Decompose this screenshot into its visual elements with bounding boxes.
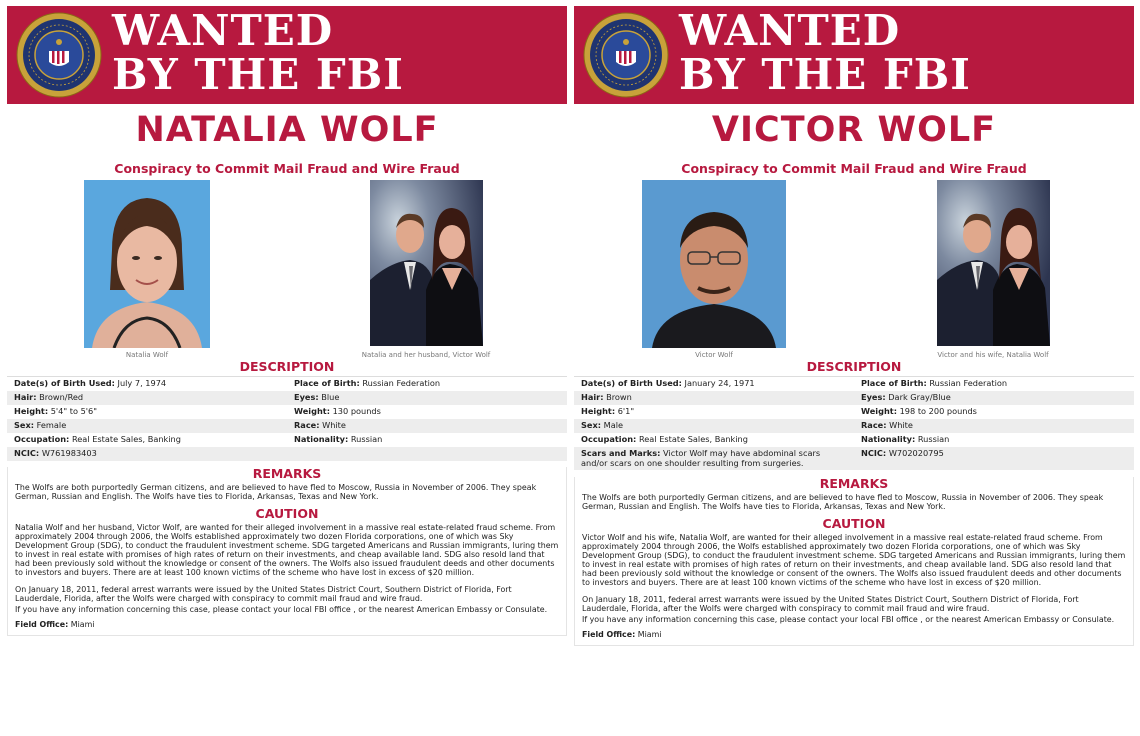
field-value: Victor Wolf may have abdominal scars and/or scars on one shoulder resulting from surgeries. bbox=[581, 448, 821, 468]
field-value: Russian bbox=[917, 434, 950, 444]
field-value: White bbox=[889, 420, 913, 430]
field-label: Weight: bbox=[294, 406, 330, 416]
field-label: Nationality: bbox=[861, 434, 916, 444]
case-details bbox=[574, 477, 1134, 646]
field-value: Female bbox=[36, 420, 67, 430]
field-value: Brown/Red bbox=[39, 392, 84, 402]
portrait-photo[interactable] bbox=[642, 180, 786, 348]
field-value: January 24, 1971 bbox=[684, 378, 755, 388]
table-row bbox=[7, 433, 567, 447]
field-label: Sex: bbox=[581, 420, 602, 430]
field-label: Height: bbox=[14, 406, 49, 416]
photo-row bbox=[7, 180, 567, 360]
field-label: Eyes: bbox=[294, 392, 319, 402]
wanted-heading bbox=[112, 6, 404, 99]
photo-caption: Natalia Wolf bbox=[125, 351, 169, 359]
fugitive-name: VICTOR WOLF bbox=[711, 110, 997, 150]
wanted-banner bbox=[574, 6, 1134, 104]
field-value: Russian Federation bbox=[362, 378, 441, 388]
field-label: Height: bbox=[581, 406, 616, 416]
field-label: Date(s) of Birth Used: bbox=[14, 378, 115, 388]
field-label: Weight: bbox=[861, 406, 897, 416]
description-title: DESCRIPTION bbox=[806, 359, 902, 374]
field-value: Miami bbox=[70, 620, 95, 629]
description-title: DESCRIPTION bbox=[239, 359, 335, 374]
field-value: W761983403 bbox=[41, 448, 97, 458]
field-label: Race: bbox=[861, 420, 887, 430]
remarks-title: REMARKS bbox=[252, 466, 322, 481]
field-label: Hair: bbox=[581, 392, 604, 402]
portrait-photo[interactable] bbox=[84, 180, 210, 348]
charge-title: Conspiracy to Commit Mail Fraud and Wire Fraud bbox=[681, 161, 1027, 176]
field-value: Blue bbox=[321, 392, 340, 402]
field-label: Nationality: bbox=[294, 434, 349, 444]
caution-text: Natalia Wolf and her husband, Victor Wolf, are wanted for their alleged involvement in a massive real estate-related fraud scheme. From approximately 2004 through 2006, the Wolfs established approximately two dozen Florida corporations, one of which was Sky Development Group (SDG), to conduct the fraudulent investment scheme. SDG targeted Americans and Russian immigrants, luring them to invest in real estate with promises of high rates of return on their investments, and cheap available land. SDG also resold land that had been previously sold without the knowledge or consent of the owners. The Wolfs also issued fraudulent deeds and other documents to investors and buyers. There are at least 100 known victims of the scheme who have lost in excess of $20 million. bbox=[15, 523, 559, 577]
wanted-line1: WANTED bbox=[679, 6, 901, 55]
field-label: NCIC: bbox=[861, 448, 887, 458]
field-label: Sex: bbox=[14, 420, 35, 430]
caution-text: Victor Wolf and his wife, Natalia Wolf, are wanted for their alleged involvement in a massive real estate-related fraud scheme. From approximately 2004 through 2006, the Wolfs established approximately two dozen Florida corporations, one of which was Sky Development Group (SDG), to conduct the fraudulent investment scheme. SDG targeted Americans and Russian immigrants, luring them to invest in real estate with promises of high rates of return on their investments, and cheap available land. SDG also resold land that had been previously sold without the knowledge or consent of the owners. The Wolfs also issued fraudulent deeds and other documents to investors and buyers. There are at least 100 known victims of the scheme who have lost in excess of $20 million. bbox=[582, 533, 1126, 587]
wanted-poster-natalia bbox=[7, 6, 567, 636]
wanted-line1: WANTED bbox=[112, 6, 334, 55]
field-label: Date(s) of Birth Used: bbox=[581, 378, 682, 388]
remarks-text: The Wolfs are both purportedly German citizens, and are believed to have fled to Moscow, Russia in November of 2006. They speak German, Russian and English. The Wolfs have ties to Florida, Arkansas, Texas and New York. bbox=[15, 483, 537, 501]
field-value: Brown bbox=[606, 392, 632, 402]
wanted-heading bbox=[679, 6, 971, 99]
couple-photo[interactable] bbox=[937, 180, 1050, 346]
wanted-banner bbox=[7, 6, 567, 104]
table-row bbox=[7, 391, 567, 405]
description-table bbox=[574, 376, 1134, 470]
fbi-seal-icon bbox=[16, 12, 102, 98]
field-value: 198 to 200 pounds bbox=[899, 406, 977, 416]
table-row bbox=[7, 447, 567, 461]
field-value: 5'4" to 5'6" bbox=[50, 406, 97, 416]
field-label: Place of Birth: bbox=[861, 378, 927, 388]
field-value: July 7, 1974 bbox=[117, 378, 167, 388]
field-value: Real Estate Sales, Banking bbox=[638, 434, 748, 444]
table-row bbox=[574, 391, 1134, 405]
field-value: Real Estate Sales, Banking bbox=[71, 434, 181, 444]
field-label: Occupation: bbox=[14, 434, 70, 444]
warrant-text: On January 18, 2011, federal arrest warrants were issued by the United States District Court, Southern District of Florida, Fort Lauderdale, Florida, after the Wolfs were charged with conspiracy to commit mail fraud and wire fraud. bbox=[15, 585, 512, 603]
field-value: Dark Gray/Blue bbox=[888, 392, 951, 402]
field-label: Place of Birth: bbox=[294, 378, 360, 388]
table-row bbox=[574, 405, 1134, 419]
field-label: Occupation: bbox=[581, 434, 637, 444]
couple-photo[interactable] bbox=[370, 180, 483, 346]
warrant-text: On January 18, 2011, federal arrest warrants were issued by the United States District Court, Southern District of Florida, Fort Lauderdale, Florida, after the Wolfs were charged with conspiracy to commit mail fraud and wire fraud. bbox=[582, 595, 1079, 613]
field-label: Field Office: bbox=[15, 620, 69, 629]
field-value: Miami bbox=[637, 630, 662, 639]
caution-title: CAUTION bbox=[255, 506, 319, 521]
field-label: Scars and Marks: bbox=[581, 448, 661, 458]
charge-title: Conspiracy to Commit Mail Fraud and Wire Fraud bbox=[114, 161, 460, 176]
field-value: White bbox=[322, 420, 346, 430]
field-value: 130 pounds bbox=[332, 406, 381, 416]
photo-caption: Victor and his wife, Natalia Wolf bbox=[937, 351, 1049, 359]
contact-text: If you have any information concerning this case, please contact your local FBI office , or the nearest American Embassy or Consulate. bbox=[15, 605, 548, 614]
remarks-text: The Wolfs are both purportedly German citizens, and are believed to have fled to Moscow, Russia in November of 2006. They speak German, Russian and English. The Wolfs have ties to Florida, Arkansas, Texas and New York. bbox=[582, 493, 1104, 511]
field-value: Russian bbox=[350, 434, 383, 444]
remarks-title: REMARKS bbox=[819, 476, 889, 491]
field-value: 6'1" bbox=[617, 406, 635, 416]
fugitive-name: NATALIA WOLF bbox=[135, 110, 439, 150]
table-row bbox=[574, 433, 1134, 447]
field-label: NCIC: bbox=[14, 448, 40, 458]
field-value: Russian Federation bbox=[929, 378, 1008, 388]
table-row bbox=[7, 377, 567, 391]
table-row bbox=[574, 377, 1134, 391]
field-value: Male bbox=[603, 420, 624, 430]
photo-caption: Victor Wolf bbox=[695, 351, 733, 359]
photo-row bbox=[574, 180, 1134, 360]
contact-text: If you have any information concerning this case, please contact your local FBI office , or the nearest American Embassy or Consulate. bbox=[582, 615, 1115, 624]
wanted-line2: BY THE FBI bbox=[679, 50, 971, 99]
table-row bbox=[7, 405, 567, 419]
field-value: W702020795 bbox=[888, 448, 944, 458]
field-office bbox=[15, 620, 559, 629]
field-label: Hair: bbox=[14, 392, 37, 402]
case-details bbox=[7, 467, 567, 636]
table-row bbox=[574, 419, 1134, 433]
wanted-poster-victor bbox=[574, 6, 1134, 646]
table-row bbox=[574, 447, 1134, 470]
caution-title: CAUTION bbox=[822, 516, 886, 531]
field-label: Eyes: bbox=[861, 392, 886, 402]
field-label: Field Office: bbox=[582, 630, 636, 639]
fbi-seal-icon bbox=[583, 12, 669, 98]
wanted-line2: BY THE FBI bbox=[112, 50, 404, 99]
photo-caption: Natalia and her husband, Victor Wolf bbox=[361, 351, 491, 359]
field-office bbox=[582, 630, 1126, 639]
description-table bbox=[7, 376, 567, 461]
table-row bbox=[7, 419, 567, 433]
field-label: Race: bbox=[294, 420, 320, 430]
